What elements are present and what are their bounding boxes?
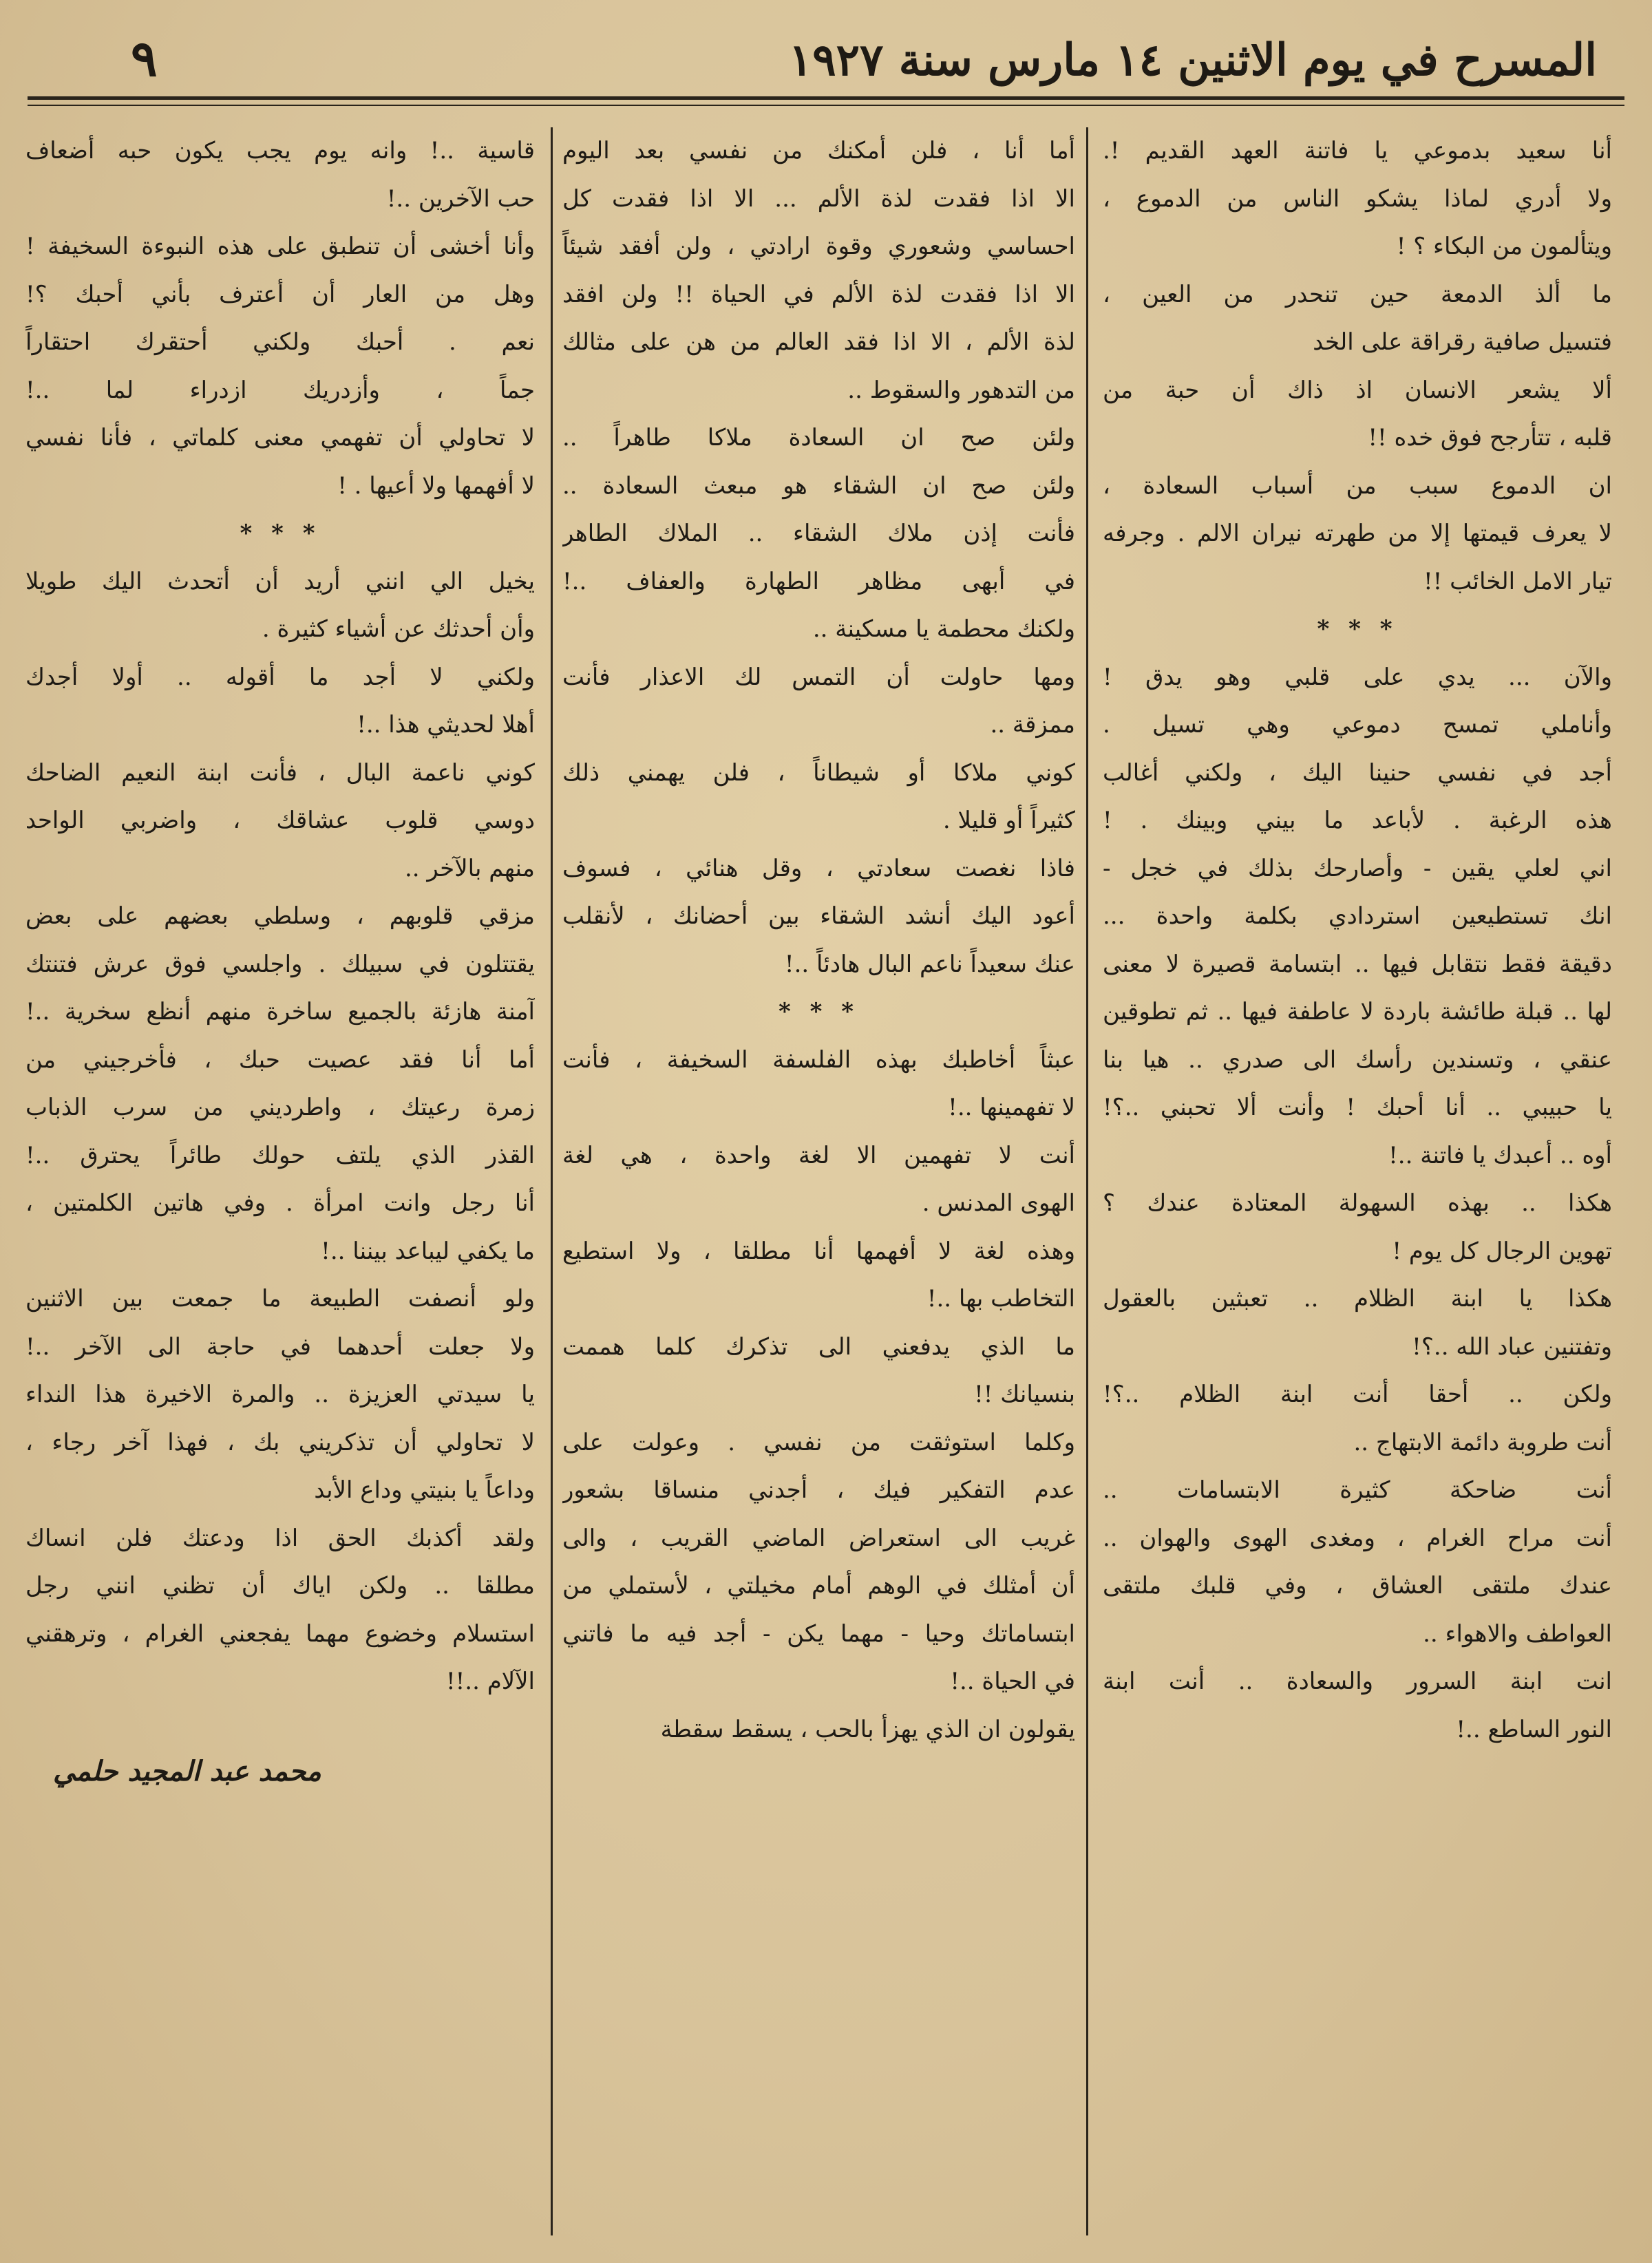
text-line: عنقي ، وتسندين رأسك الى صدري .. هيا بنا [1103,1045,1612,1074]
text-line: ما ألذ الدمعة حين تنحدر من العين ، [1103,280,1612,308]
text-line: يا سيدتي العزيزة .. والمرة الاخيرة هذا النداء [25,1381,535,1408]
text-line: كثيراً أو قليلا . [942,807,1075,834]
text-line: أنت ضاحكة كثيرة الابتسامات .. [1103,1476,1612,1504]
text-line: وهذه لغة لا أفهمها أنا مطلقا ، ولا استطيع [562,1237,1075,1265]
text-line: ومها حاولت أن التمس لك الاعذار فأنت [562,663,1075,691]
text-line: زمرة رعيتك ، واطرديني من سرب الذباب [25,1094,535,1121]
section-separator: * * * [1317,615,1398,643]
text-line: الا اذا فقدت لذة الألم ... الا اذا فقدت كل [562,184,1075,213]
text-line: لا يعرف قيمتها إلا من طهرته نيران الالم . وجرفه [1103,520,1612,547]
text-line: في الحياة ..! [950,1668,1075,1695]
text-line: ولكن .. أحقا أنت ابنة الظلام ..؟! [1103,1381,1612,1408]
text-line: غريب الى استعراض الماضي القريب ، والى [562,1524,1075,1552]
text-line: عدم التفكير فيك ، أجدني منساقا بشعور [562,1476,1075,1504]
article-column-2 [562,127,1075,2235]
text-line: لا تفهمينها ..! [948,1094,1075,1121]
text-line: كوني ملاكا أو شيطاناً ، فلن يهمني ذلك [562,758,1075,787]
text-line: لا تحاولي أن تفهمي معنى كلماتي ، فأنا نفسي [25,424,535,451]
text-line: مطلقا .. ولكن اياك أن تظني انني رجل [25,1572,535,1600]
text-line: فتسيل صافية رقراقة على الخد [1313,328,1612,356]
text-line: العواطف والاهواء .. [1423,1619,1612,1648]
text-line: ان الدموع سبب من أسباب السعادة ، [1103,471,1612,500]
text-line: أنا سعيد بدموعي يا فاتنة العهد القديم !. [1103,137,1612,164]
text-line: لذة الألم ، الا اذا فقد العالم من هن على مثالك [562,328,1075,356]
text-line: لا أفهمها ولا أعيها . ! [337,471,535,500]
text-line: أجد في نفسي حنينا اليك ، ولكني أغالب [1103,758,1612,787]
header-rule [28,105,1624,106]
article-column-3 [25,127,535,2235]
text-line: أما أنا ، فلن أمكنك من نفسي بعد اليوم [562,137,1075,164]
text-line: أما أنا فقد عصيت حبك ، فأخرجيني من [25,1045,535,1074]
dateline: المسرح في يوم الاثنين ١٤ مارس سنة ١٩٢٧ [788,34,1597,86]
text-line: أعود اليك أنشد الشقاء بين أحضانك ، لأنقلب [562,902,1075,930]
text-line: يخيل الي انني أريد أن أتحدث اليك طويلا [25,567,535,595]
text-line: ولكنك محطمة يا مسكينة .. [812,615,1075,643]
text-line: أهلا لحديثي هذا ..! [357,711,535,739]
text-line: ما يكفي ليباعد بيننا ..! [321,1237,535,1265]
text-line: كوني ناعمة البال ، فأنت ابنة النعيم الضاحك [25,758,535,787]
text-line: وهل من العار أن أعترف بأني أحبك ؟! [25,280,535,308]
text-line: والآن ... يدي على قلبي وهو يدق ! [1103,663,1612,691]
text-line: اني لعلي يقين - وأصارحك بذلك في خجل - [1103,854,1612,882]
text-line: الا اذا فقدت لذة الألم في الحياة !! ولن افقد [562,280,1075,308]
text-line: أنت طروبة دائمة الابتهاج .. [1353,1428,1612,1456]
text-line: مزقي قلوبهم ، وسلطي بعضهم على بعض [25,902,535,930]
text-line: ويتألمون من البكاء ؟ ! [1396,233,1612,260]
text-line: ألا يشعر الانسان اذ ذاك أن حبة من [1103,376,1612,404]
text-line: أن أمثلك في الوهم أمام مخيلتي ، لأستملي من [562,1572,1075,1600]
text-line: ولقد أكذبك الحق اذا ودعتك فلن انساك [25,1524,535,1552]
text-line: أنت مراح الغرام ، ومغدى الهوى والهوان .. [1103,1524,1612,1552]
text-line: انك تستطيعين استردادي بكلمة واحدة ... [1103,902,1612,930]
text-line: فأنت إذن ملاك الشقاء .. الملاك الطاهر [562,520,1075,547]
text-line: في أبهى مظاهر الطهارة والعفاف ..! [562,567,1075,595]
text-line: يقولون ان الذي يهزأ بالحب ، يسقط سقطة [660,1715,1075,1743]
text-line: يا حبيبي .. أنا أحبك ! وأنت ألا تحبني ..؟! [1103,1094,1612,1121]
text-line: هكذا .. بهذه السهولة المعتادة عندك ؟ [1103,1189,1612,1217]
text-line: عندك ملتقى العشاق ، وفي قلبك ملتقى [1103,1572,1612,1600]
text-line: أوه .. أعبدك يا فاتنة ..! [1388,1141,1612,1169]
text-line: أنت لا تفهمين الا لغة واحدة ، هي لغة [562,1141,1075,1169]
text-line: وداعاً يا بنيتي وداع الأبد [314,1476,535,1504]
text-line: لا تحاولي أن تذكريني بك ، فهذا آخر رجاء ، [25,1428,535,1456]
text-line: يقتتلون في سبيلك . واجلسي فوق عرش فتنتك [25,950,535,978]
text-line: استسلام وخضوع مهما يفجعني الغرام ، وترهقني [25,1619,535,1648]
text-line: ولا جعلت أحدهما في حاجة الى الآخر ..! [25,1332,535,1361]
text-line: آمنة هازئة بالجميع ساخرة منهم أنظع سخرية ..! [25,998,535,1026]
column-divider [551,127,553,2235]
text-line: ولا أدري لماذا يشكو الناس من الدموع ، [1103,184,1612,213]
text-line: بنسيانك !! [974,1381,1075,1408]
text-line: أنا رجل وانت امرأة . وفي هاتين الكلمتين ، [25,1189,535,1217]
text-line: وكلما استوثقت من نفسي . وعولت على [562,1428,1075,1456]
text-line: عنك سعيداً ناعم البال هادئاً ..! [784,950,1075,978]
page-number: ٩ [131,29,158,87]
text-line: هكذا يا ابنة الظلام .. تعبثين بالعقول [1103,1285,1612,1313]
text-line: ولئن صح ان الشقاء هو مبعث السعادة .. [562,471,1075,500]
text-line: حب الآخرين ..! [386,184,535,213]
section-separator: * * * [240,520,321,547]
text-line: عبثاً أخاطبك بهذه الفلسفة السخيفة ، فأنت [562,1045,1075,1074]
page-header [28,21,1624,100]
text-line: من التدهور والسقوط .. [847,376,1075,404]
text-line: ولكني لا أجد ما أقوله .. أولا أجدك [25,663,535,691]
text-line: قلبه ، تتأرجح فوق خده !! [1368,424,1612,451]
text-line: وأنا أخشى أن تنطبق على هذه النبوءة السخيفة ! [25,233,535,260]
text-line: جماً ، وأزدريك ازدراء لما ..! [25,376,535,404]
text-line: تيار الامل الخائب !! [1423,567,1612,595]
text-line: تهوين الرجال كل يوم ! [1392,1237,1612,1265]
text-line: الآلام ..!! [445,1668,535,1695]
text-line: ما الذي يدفعني الى تذكرك كلما هممت [562,1332,1075,1361]
text-line: ولو أنصفت الطبيعة ما جمعت بين الاثنين [25,1285,535,1313]
text-line: نعم . أحبك ولكني أحتقرك احتقاراً [25,328,535,356]
author-signature: محمد عبد المجيد حلمي [53,1754,321,1787]
text-line: هذه الرغبة . لأباعد ما بيني وبينك . ! [1103,807,1612,834]
text-line: انت ابنة السرور والسعادة .. أنت ابنة [1103,1668,1612,1695]
text-line: الهوى المدنس . [922,1189,1075,1217]
text-line: ممزقة .. [990,711,1075,739]
text-line: وأناملي تمسح دموعي وهي تسيل . [1103,711,1612,739]
text-line: القذر الذي يلتف حولك طائراً يحترق ..! [25,1141,535,1169]
text-line: قاسية ..! وانه يوم يجب يكون حبه أضعاف [25,137,535,164]
text-line: دوسي قلوب عشاقك ، واضربي الواحد [25,807,535,834]
text-line: وتفتنين عباد الله ..؟! [1412,1332,1612,1361]
section-separator: * * * [778,998,859,1026]
text-line: النور الساطع ..! [1456,1715,1612,1743]
text-line: احساسي وشعوري وقوة ارادتي ، ولن أفقد شيئاً [562,233,1075,260]
text-line: ابتساماتك وحيا - مهما يكن - أجد فيه ما فاتني [562,1619,1075,1648]
article-column-1 [1103,127,1612,2235]
text-line: دقيقة فقط نتقابل فيها .. ابتسامة قصيرة لا معنى [1103,950,1612,978]
column-divider [1086,127,1088,2235]
text-line: فاذا نغصت سعادتي ، وقل هنائي ، فسوف [562,854,1075,882]
text-line: ولئن صح ان السعادة ملاكا طاهراً .. [562,424,1075,451]
text-line: وأن أحدثك عن أشياء كثيرة . [262,615,535,643]
text-line: التخاطب بها ..! [926,1285,1075,1313]
text-line: لها .. قبلة طائشة باردة لا عاطفة فيها .. ثم تطوقين [1103,998,1612,1026]
text-line: منهم بالآخر .. [405,854,535,882]
